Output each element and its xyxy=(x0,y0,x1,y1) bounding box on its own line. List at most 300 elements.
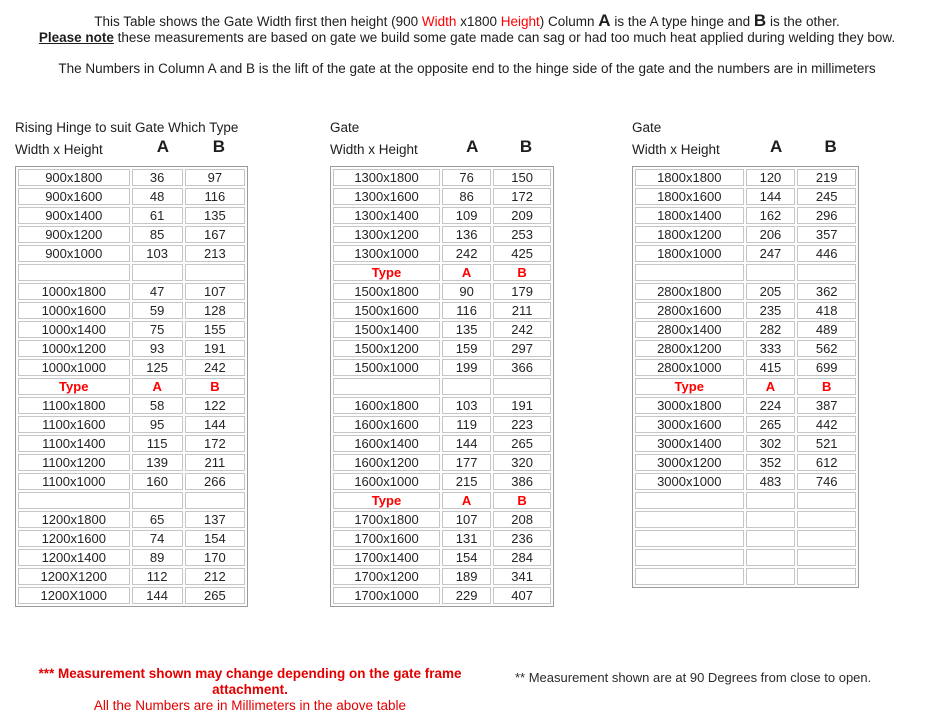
gate-size-table-3 xyxy=(632,166,859,588)
a-value-cell xyxy=(746,511,796,528)
size-cell xyxy=(635,530,744,547)
size-cell: 2800x1800 xyxy=(635,283,744,300)
table-row xyxy=(18,207,245,224)
b-value-cell: 191 xyxy=(185,340,245,357)
b-value-cell: 128 xyxy=(185,302,245,319)
table-row xyxy=(333,549,551,566)
column-a-header: A xyxy=(466,137,479,156)
a-value-cell: 242 xyxy=(442,245,491,262)
b-value-cell: 357 xyxy=(797,226,856,243)
a-value-cell: 247 xyxy=(746,245,796,262)
b-value-cell: 265 xyxy=(185,587,245,604)
width-x-height-label: Width x Height xyxy=(15,142,103,157)
size-cell: 1500x1200 xyxy=(333,340,440,357)
size-cell: 2800x1200 xyxy=(635,340,744,357)
table-row xyxy=(18,511,245,528)
gate-table-column-3 xyxy=(632,120,859,588)
a-value-cell: 159 xyxy=(442,340,491,357)
a-value-cell: 74 xyxy=(132,530,183,547)
size-cell xyxy=(333,378,440,395)
table-row xyxy=(635,473,856,490)
size-cell: 1200x1400 xyxy=(18,549,130,566)
table-row xyxy=(18,340,245,357)
a-value-cell: 160 xyxy=(132,473,183,490)
b-value-cell: 387 xyxy=(797,397,856,414)
b-value-cell: 407 xyxy=(493,587,551,604)
a-value-cell: 125 xyxy=(132,359,183,376)
table-row xyxy=(18,188,245,205)
table2-header-row xyxy=(330,136,554,157)
a-value-cell: 119 xyxy=(442,416,491,433)
table-row xyxy=(333,169,551,186)
table-row xyxy=(333,321,551,338)
a-value-cell: 302 xyxy=(746,435,796,452)
a-value-cell: 162 xyxy=(746,207,796,224)
a-value-cell: A xyxy=(442,264,491,281)
size-cell: 1800x1200 xyxy=(635,226,744,243)
table-row xyxy=(18,321,245,338)
intro-text: is the A type hinge and xyxy=(610,14,754,29)
b-value-cell xyxy=(493,378,551,395)
table-row xyxy=(635,397,856,414)
a-value-cell: 415 xyxy=(746,359,796,376)
b-value-cell: 320 xyxy=(493,454,551,471)
b-value-cell: B xyxy=(493,264,551,281)
size-cell: 1000x1400 xyxy=(18,321,130,338)
table-row xyxy=(635,264,856,281)
b-value-cell: 562 xyxy=(797,340,856,357)
b-value-cell: 242 xyxy=(493,321,551,338)
table-row xyxy=(18,245,245,262)
type-header-row xyxy=(333,264,551,281)
a-value-cell: 109 xyxy=(442,207,491,224)
size-cell: 1600x1200 xyxy=(333,454,440,471)
a-value-cell: A xyxy=(746,378,796,395)
a-value-cell: 93 xyxy=(132,340,183,357)
a-value-cell: 282 xyxy=(746,321,796,338)
column-b-header: B xyxy=(212,137,225,156)
a-value-cell xyxy=(442,378,491,395)
b-value-cell: 219 xyxy=(797,169,856,186)
a-value-cell: 235 xyxy=(746,302,796,319)
b-value-cell: 137 xyxy=(185,511,245,528)
size-cell: Type xyxy=(333,264,440,281)
table-row xyxy=(635,207,856,224)
size-cell: 1700x1600 xyxy=(333,530,440,547)
a-value-cell: 95 xyxy=(132,416,183,433)
b-value-cell: 699 xyxy=(797,359,856,376)
table3-header-row xyxy=(632,136,859,157)
a-value-cell: 224 xyxy=(746,397,796,414)
b-value-cell: B xyxy=(493,492,551,509)
a-value-cell: 333 xyxy=(746,340,796,357)
table-row xyxy=(18,473,245,490)
table-row xyxy=(635,245,856,262)
b-value-cell: 208 xyxy=(493,511,551,528)
b-value-cell: 135 xyxy=(185,207,245,224)
size-cell xyxy=(18,492,130,509)
size-cell: 2800x1400 xyxy=(635,321,744,338)
table-row xyxy=(333,454,551,471)
b-value-cell: 116 xyxy=(185,188,245,205)
b-value-cell: 266 xyxy=(185,473,245,490)
table-row xyxy=(635,435,856,452)
table-row xyxy=(333,568,551,585)
table-row xyxy=(635,302,856,319)
size-cell: 2800x1600 xyxy=(635,302,744,319)
b-value-cell xyxy=(797,549,856,566)
a-value-cell: 59 xyxy=(132,302,183,319)
b-value-cell: 154 xyxy=(185,530,245,547)
size-cell: Type xyxy=(333,492,440,509)
size-cell xyxy=(635,492,744,509)
table-row xyxy=(333,587,551,604)
table-row xyxy=(635,492,856,509)
b-value-cell: B xyxy=(797,378,856,395)
table-row xyxy=(333,245,551,262)
size-cell xyxy=(635,549,744,566)
size-cell: 1700x1000 xyxy=(333,587,440,604)
size-cell: 1300x1200 xyxy=(333,226,440,243)
b-value-cell: 107 xyxy=(185,283,245,300)
a-value-cell: 65 xyxy=(132,511,183,528)
a-value-cell: 215 xyxy=(442,473,491,490)
b-value-cell: 284 xyxy=(493,549,551,566)
table1-caption: Rising Hinge to suit Gate Which Type xyxy=(15,120,239,135)
gate-table-column-1 xyxy=(15,120,248,607)
table-row xyxy=(635,511,856,528)
a-value-cell: 206 xyxy=(746,226,796,243)
a-value-cell: 352 xyxy=(746,454,796,471)
size-cell: 900x1000 xyxy=(18,245,130,262)
a-value-cell: 144 xyxy=(442,435,491,452)
b-value-cell: 223 xyxy=(493,416,551,433)
size-cell: 1700x1400 xyxy=(333,549,440,566)
type-header-row xyxy=(333,492,551,509)
size-cell: 1200x1800 xyxy=(18,511,130,528)
column-a-letter: A xyxy=(598,11,611,30)
table-row xyxy=(635,321,856,338)
footer-note-right: ** Measurement shown are at 90 Degrees from close to open. xyxy=(515,670,872,685)
a-value-cell: 112 xyxy=(132,568,183,585)
size-cell: 1300x1000 xyxy=(333,245,440,262)
table-row xyxy=(635,416,856,433)
a-value-cell: 47 xyxy=(132,283,183,300)
size-cell: 1300x1600 xyxy=(333,188,440,205)
size-cell: 1600x1600 xyxy=(333,416,440,433)
intro-line-3: The Numbers in Column A and B is the lift of the gate at the opposite end to the hinge side of the gate and the numbers are in millimeters xyxy=(58,61,876,76)
table-row xyxy=(333,302,551,319)
intro-text: ) Column xyxy=(539,14,599,29)
size-cell: 900x1200 xyxy=(18,226,130,243)
table-row xyxy=(18,549,245,566)
b-value-cell: 489 xyxy=(797,321,856,338)
column-a-header: A xyxy=(769,137,783,156)
b-value-cell: 612 xyxy=(797,454,856,471)
table-row xyxy=(333,511,551,528)
table-row xyxy=(18,264,245,281)
size-cell: 1600x1000 xyxy=(333,473,440,490)
size-cell: 1000x1000 xyxy=(18,359,130,376)
table-row xyxy=(333,378,551,395)
a-value-cell: 58 xyxy=(132,397,183,414)
b-value-cell: 212 xyxy=(185,568,245,585)
b-value-cell: 418 xyxy=(797,302,856,319)
b-value-cell: 296 xyxy=(797,207,856,224)
intro-text: This Table shows the Gate Width first then height (900 xyxy=(94,14,422,29)
column-a-header: A xyxy=(156,137,170,156)
a-value-cell xyxy=(746,492,796,509)
intro-line-1 xyxy=(0,13,934,30)
b-value-cell: 242 xyxy=(185,359,245,376)
size-cell: 1800x1600 xyxy=(635,188,744,205)
table-row xyxy=(18,435,245,452)
table-row xyxy=(635,188,856,205)
size-cell: 1500x1800 xyxy=(333,283,440,300)
size-cell: 1500x1400 xyxy=(333,321,440,338)
a-value-cell: 139 xyxy=(132,454,183,471)
size-cell xyxy=(18,264,130,281)
a-value-cell: 120 xyxy=(746,169,796,186)
b-value-cell: 265 xyxy=(493,435,551,452)
b-value-cell: 209 xyxy=(493,207,551,224)
size-cell: 1000x1600 xyxy=(18,302,130,319)
type-header-row xyxy=(18,378,245,395)
please-note-label: Please note xyxy=(38,29,114,45)
a-value-cell: 483 xyxy=(746,473,796,490)
size-cell: 1800x1000 xyxy=(635,245,744,262)
table-row xyxy=(18,416,245,433)
b-value-cell: 155 xyxy=(185,321,245,338)
size-cell: 1100x1400 xyxy=(18,435,130,452)
table-row xyxy=(635,226,856,243)
table-row xyxy=(333,359,551,376)
b-value-cell: 746 xyxy=(797,473,856,490)
size-cell: 1000x1800 xyxy=(18,283,130,300)
size-cell: 3000x1000 xyxy=(635,473,744,490)
table-row xyxy=(18,397,245,414)
gate-size-table-2 xyxy=(330,166,554,607)
b-value-cell: B xyxy=(185,378,245,395)
size-cell: 1000x1200 xyxy=(18,340,130,357)
size-cell: Type xyxy=(635,378,744,395)
a-value-cell xyxy=(132,492,183,509)
intro-text: is the other. xyxy=(766,14,840,29)
size-cell: 3000x1600 xyxy=(635,416,744,433)
a-value-cell: 154 xyxy=(442,549,491,566)
b-value-cell xyxy=(797,568,856,585)
a-value-cell: 144 xyxy=(746,188,796,205)
footer-note-left xyxy=(28,666,472,713)
table-row xyxy=(18,454,245,471)
size-cell xyxy=(635,568,744,585)
table-row xyxy=(333,188,551,205)
size-cell: 1500x1000 xyxy=(333,359,440,376)
a-value-cell: 177 xyxy=(442,454,491,471)
table-row xyxy=(18,226,245,243)
footer-millimeters-note: All the Numbers are in Millimeters in the above table xyxy=(93,698,407,713)
size-cell: 900x1800 xyxy=(18,169,130,186)
gate-table-column-2 xyxy=(330,120,554,607)
table-row xyxy=(635,169,856,186)
a-value-cell: 131 xyxy=(442,530,491,547)
table-row xyxy=(18,359,245,376)
table-row xyxy=(18,530,245,547)
a-value-cell: 135 xyxy=(442,321,491,338)
table-row xyxy=(635,530,856,547)
size-cell: 1200x1600 xyxy=(18,530,130,547)
table-row xyxy=(635,340,856,357)
gate-size-table-1 xyxy=(15,166,248,607)
b-value-cell: 341 xyxy=(493,568,551,585)
b-value-cell: 144 xyxy=(185,416,245,433)
size-cell: 1100x1200 xyxy=(18,454,130,471)
a-value-cell: 116 xyxy=(442,302,491,319)
size-cell: 1700x1200 xyxy=(333,568,440,585)
table-row xyxy=(18,302,245,319)
intro-text: x1800 xyxy=(456,14,501,29)
size-cell: 1600x1400 xyxy=(333,435,440,452)
a-value-cell xyxy=(746,264,796,281)
b-value-cell: 521 xyxy=(797,435,856,452)
size-cell xyxy=(635,264,744,281)
table-row xyxy=(333,530,551,547)
a-value-cell: 85 xyxy=(132,226,183,243)
intro-block xyxy=(0,13,934,77)
a-value-cell: 229 xyxy=(442,587,491,604)
size-cell: 1200X1200 xyxy=(18,568,130,585)
a-value-cell: 61 xyxy=(132,207,183,224)
b-value-cell: 211 xyxy=(185,454,245,471)
a-value-cell xyxy=(746,549,796,566)
intro-line-2 xyxy=(0,30,934,46)
size-cell: Type xyxy=(18,378,130,395)
a-value-cell: 103 xyxy=(132,245,183,262)
b-value-cell xyxy=(797,264,856,281)
table-row xyxy=(333,397,551,414)
a-value-cell: A xyxy=(132,378,183,395)
b-value-cell xyxy=(185,492,245,509)
intro-text: these measurements are based on gate we build some gate made can sag or had too much heat applied during welding they bow. xyxy=(113,29,896,45)
table-row xyxy=(18,587,245,604)
size-cell: 1200X1000 xyxy=(18,587,130,604)
b-value-cell: 362 xyxy=(797,283,856,300)
b-value-cell: 442 xyxy=(797,416,856,433)
a-value-cell: 136 xyxy=(442,226,491,243)
size-cell: 3000x1400 xyxy=(635,435,744,452)
table-row xyxy=(18,568,245,585)
table3-caption: Gate xyxy=(632,120,662,135)
a-value-cell: 86 xyxy=(442,188,491,205)
column-b-letter: B xyxy=(753,11,767,30)
b-value-cell: 446 xyxy=(797,245,856,262)
table-row xyxy=(333,340,551,357)
size-cell: 1600x1800 xyxy=(333,397,440,414)
size-cell: 1300x1800 xyxy=(333,169,440,186)
b-value-cell: 425 xyxy=(493,245,551,262)
size-cell: 1100x1000 xyxy=(18,473,130,490)
a-value-cell xyxy=(132,264,183,281)
b-value-cell: 211 xyxy=(493,302,551,319)
a-value-cell: 115 xyxy=(132,435,183,452)
table-row xyxy=(333,416,551,433)
table-row xyxy=(635,283,856,300)
b-value-cell: 213 xyxy=(185,245,245,262)
size-cell: 1100x1800 xyxy=(18,397,130,414)
b-value-cell: 297 xyxy=(493,340,551,357)
a-value-cell: 90 xyxy=(442,283,491,300)
b-value-cell xyxy=(797,492,856,509)
size-cell: 1100x1600 xyxy=(18,416,130,433)
a-value-cell: 103 xyxy=(442,397,491,414)
a-value-cell: 89 xyxy=(132,549,183,566)
b-value-cell: 236 xyxy=(493,530,551,547)
table-row xyxy=(333,473,551,490)
footer-attachment-note: *** Measurement shown may change depending on the gate frame attachment. xyxy=(38,666,462,697)
table-row xyxy=(635,359,856,376)
b-value-cell xyxy=(185,264,245,281)
a-value-cell xyxy=(746,530,796,547)
b-value-cell: 172 xyxy=(493,188,551,205)
b-value-cell xyxy=(797,511,856,528)
table2-caption: Gate xyxy=(330,120,360,135)
b-value-cell: 253 xyxy=(493,226,551,243)
table-row xyxy=(635,454,856,471)
column-b-header: B xyxy=(824,137,837,156)
width-x-height-label: Width x Height xyxy=(632,142,720,157)
size-cell: 1800x1800 xyxy=(635,169,744,186)
a-value-cell: 199 xyxy=(442,359,491,376)
size-cell: 3000x1800 xyxy=(635,397,744,414)
a-value-cell: 48 xyxy=(132,188,183,205)
a-value-cell: 189 xyxy=(442,568,491,585)
column-b-header: B xyxy=(519,137,533,156)
table1-header-row xyxy=(15,136,248,157)
size-cell: 3000x1200 xyxy=(635,454,744,471)
table-row xyxy=(18,492,245,509)
type-header-row xyxy=(635,378,856,395)
size-cell: 1800x1400 xyxy=(635,207,744,224)
size-cell: 1700x1800 xyxy=(333,511,440,528)
a-value-cell: 144 xyxy=(132,587,183,604)
a-value-cell: A xyxy=(442,492,491,509)
b-value-cell xyxy=(797,530,856,547)
a-value-cell: 76 xyxy=(442,169,491,186)
table-row xyxy=(333,226,551,243)
intro-width-red: Width xyxy=(421,14,457,29)
b-value-cell: 386 xyxy=(493,473,551,490)
b-value-cell: 122 xyxy=(185,397,245,414)
a-value-cell: 36 xyxy=(132,169,183,186)
size-cell: 1500x1600 xyxy=(333,302,440,319)
b-value-cell: 191 xyxy=(493,397,551,414)
size-cell: 900x1600 xyxy=(18,188,130,205)
a-value-cell: 107 xyxy=(442,511,491,528)
b-value-cell: 97 xyxy=(185,169,245,186)
a-value-cell: 205 xyxy=(746,283,796,300)
table-row xyxy=(18,169,245,186)
size-cell xyxy=(635,511,744,528)
b-value-cell: 366 xyxy=(493,359,551,376)
intro-height-red: Height xyxy=(500,14,540,29)
table-row xyxy=(333,283,551,300)
b-value-cell: 179 xyxy=(493,283,551,300)
b-value-cell: 167 xyxy=(185,226,245,243)
table-row xyxy=(333,435,551,452)
size-cell: 1300x1400 xyxy=(333,207,440,224)
table-row xyxy=(635,549,856,566)
b-value-cell: 245 xyxy=(797,188,856,205)
